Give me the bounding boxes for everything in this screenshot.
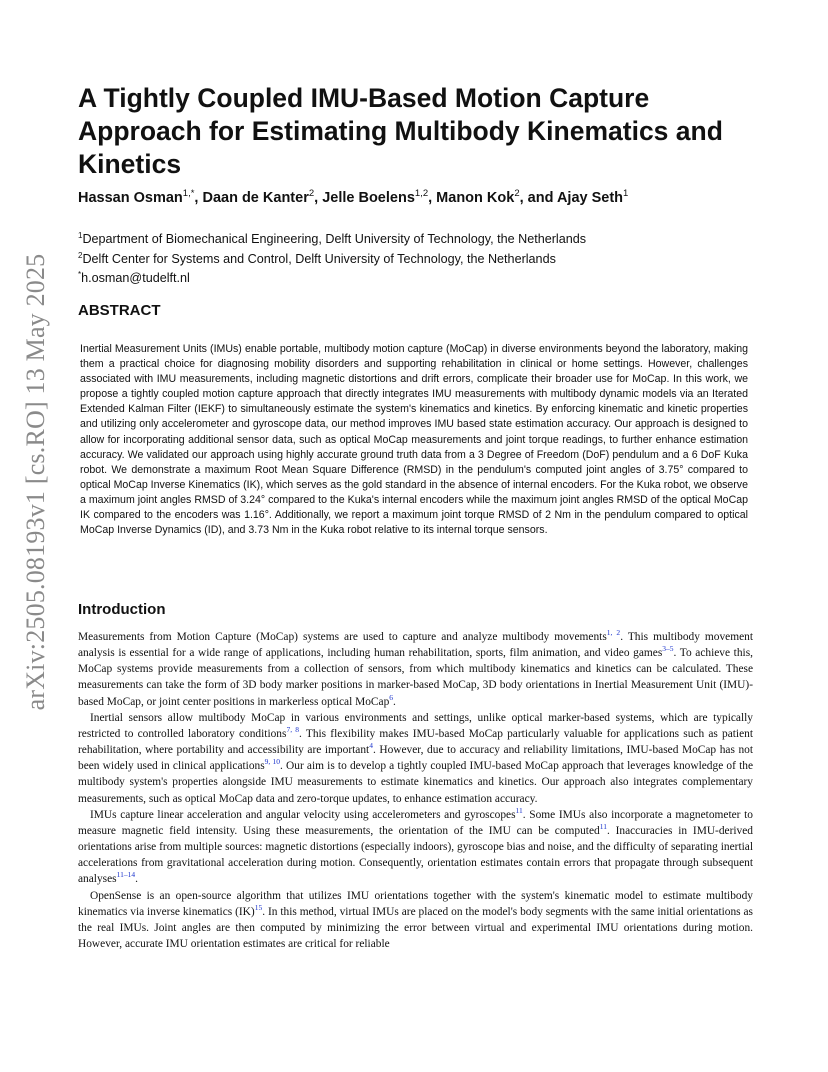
- affiliation-list: [78, 228, 778, 287]
- citation-link[interactable]: 6: [389, 692, 394, 702]
- author-affiliation-mark: 1: [623, 188, 629, 199]
- author-name: Jelle Boelens: [322, 189, 415, 206]
- paragraph-text: Measurements from Motion Capture (MoCap) systems are used to capture and analyze multibody movements: [78, 631, 607, 643]
- paragraph-text: . In this method, virtual IMUs are placed on the model's body segments with the same initial orientations as the real IMUs. Joint angles are then computed by minimizing the error between virtual and experimental IMU orientations during motion. However, accurate IMU orientation estimates are critical for reliable: [78, 905, 753, 950]
- paragraph-text: . This flexibility makes IMU-based MoCap particularly valuable for applications such as patient rehabilitation, where portability and accessibility are important: [78, 727, 754, 757]
- citation-link[interactable]: 9, 10: [264, 757, 280, 767]
- author-affiliation-mark: 2: [308, 188, 315, 199]
- abstract-heading: ABSTRACT: [78, 302, 161, 319]
- author-separator: ,: [428, 189, 437, 206]
- citation-link[interactable]: 11: [515, 805, 523, 815]
- arxiv-identifier-stamp: [0, 0, 60, 1072]
- introduction-paragraph: [78, 629, 753, 710]
- paragraph-text: .: [135, 873, 138, 886]
- affiliation-mark: 2: [78, 250, 83, 260]
- author-list: [78, 188, 778, 206]
- citation-link[interactable]: 3–5: [662, 644, 674, 654]
- paragraph-text: IMUs capture linear acceleration and angular velocity using accelerometers and gyroscopes: [90, 808, 516, 821]
- introduction-body: [78, 629, 753, 952]
- abstract-text: Inertial Measurement Units (IMUs) enable portable, multibody motion capture (MoCap) in diverse environments beyond the laboratory, making them a practical choice for diagnosing mobility disorders and supporting rehabilitation in clinical or home settings. However, challenges associated with IMU measurements, including magnetic distortions and drift errors, complicate their broader use for MoCap. In this work, we propose a tightly coupled motion capture approach that directly integrates IMU measurements with multibody dynamic models via an Iterated Extended Kalman Filter (IEKF) to simultaneously estimate the system's kinematics and kinetics. By enforcing kinematic and kinetic properties and utilizing only accelerometer and gyroscope data, our method improves IMU based state estimation accuracy. Our approach is designed to allow for incorporating additional sensor data, such as optical MoCap measurements and joint torque readings, to further enhance estimation accuracy. We validated our approach using highly accurate ground truth data from a 3 Degree of Freedom (DoF) pendulum and a 6 DoF Kuka robot. We demonstrate a maximum Root Mean Square Difference (RMSD) in the pendulum's computed joint angles of 3.75° compared to optical MoCap Inverse Kinematics (IK), which serves as the gold standard in the absence of internal encoders. For the Kuka robot, we observe a maximum joint angles RMSD of 3.24° compared to the Kuka's internal encoders while the maximum joint angles RMSD of the optical MoCap IK compared to the encoders was 1.16°. Additionally, we report a maximum joint torque RMSD of 2 Nm in the pendulum compared to optical MoCap Inverse Dynamics (ID), and 3.73 Nm in the Kuka robot relative to its internal torque sensors.: [80, 343, 748, 537]
- paragraph-text: . Inaccuracies in IMU-derived orientations arise from multiple sources: magnetic distortions (especially indoors), gyroscope bias and noise, and the difficulty of separating inertial accelerations from gravitational acceleration during motion. Consequently, orientation estimates contain errors that propagate through subsequent analyses: [78, 824, 753, 886]
- affiliation-mark: 1: [78, 231, 83, 240]
- paragraph-text: OpenSense is an open-source algorithm that utilizes IMU orientations together with the system's kinematic model to estimate multibody kinematics via inverse kinematics (IK): [78, 889, 753, 918]
- affiliation-mark: *: [78, 270, 82, 280]
- affiliation-line: [78, 228, 778, 248]
- corresponding-email-line: [78, 267, 778, 287]
- corresponding-email: h.osman@tudelft.nl: [81, 271, 190, 286]
- author-affiliation-mark: 1,2: [414, 188, 429, 199]
- author-separator: ,: [314, 189, 323, 206]
- author-affiliation-mark: 1,*: [182, 188, 195, 199]
- citation-link[interactable]: 11–14: [116, 870, 136, 880]
- arxiv-identifier-text: arXiv:2505.08193v1 [cs.RO] 13 May 2025: [21, 253, 50, 711]
- citation-link[interactable]: 11: [599, 822, 607, 832]
- paragraph-text: .: [393, 695, 396, 708]
- paragraph-text: . This multibody movement analysis is essential for a wide range of applications, including human rehabilitation, sports, film animation, and video games: [78, 631, 754, 660]
- introduction-heading: Introduction: [78, 601, 166, 618]
- citation-link[interactable]: 15: [254, 902, 263, 912]
- author-separator: , and: [519, 189, 557, 206]
- paragraph-text: . To achieve this, MoCap systems provide measurements from a collection of sensors, from which multibody kinematics and kinetics can be calculated. These measurements can take the form of 3D body marker positions in marker-based MoCap, 3D body orientations in Inertial Measurement Unit (IMU)-based MoCap, or joint center positions in markerless optical MoCap: [78, 647, 753, 708]
- citation-link[interactable]: 4: [369, 741, 373, 751]
- affiliation-line: [78, 248, 778, 268]
- author-separator: ,: [194, 189, 203, 206]
- affiliation-text: Department of Biomechanical Engineering, Delft University of Technology, the Netherlands: [82, 232, 587, 247]
- paragraph-text: . However, due to accuracy and reliability limitations, IMU-based MoCap has not been widely used in clinical applications: [78, 744, 753, 773]
- introduction-paragraph: [78, 807, 753, 888]
- introduction-paragraph: [78, 710, 753, 807]
- paragraph-text: . Our aim is to develop a tightly coupled IMU-based MoCap approach that leverages knowledge of the multibody system's properties alongside IMU measurements to estimate kinematics and kinetics. Our approach also integrates complementary measurements, such as optical MoCap data and zero-torque updates, to enhance estimation accuracy.: [78, 760, 754, 805]
- author-name: Manon Kok: [436, 189, 515, 206]
- author-name: Hassan Osman: [78, 189, 183, 206]
- introduction-paragraph: [78, 888, 753, 953]
- author-affiliation-mark: 2: [514, 188, 520, 199]
- author-name: Daan de Kanter: [202, 189, 309, 206]
- citation-link[interactable]: 1, 2: [606, 628, 621, 638]
- paper-title: A Tightly Coupled IMU-Based Motion Capture Approach for Estimating Multibody Kinematics and Kinetics: [78, 83, 723, 179]
- citation-link[interactable]: 7, 8: [286, 725, 300, 735]
- affiliation-text: Delft Center for Systems and Control, Delft University of Technology, the Netherlands: [82, 251, 556, 266]
- paragraph-text: . Some IMUs also incorporate a magnetometer to measure magnetic field intensity. Using these measurements, the orientation of the IMU can be computed: [78, 808, 753, 837]
- author-name: Ajay Seth: [556, 189, 624, 206]
- paragraph-text: Inertial sensors allow multibody MoCap in various environments and settings, unlike optical marker-based systems, which are typically restricted to controlled laboratory conditions: [78, 711, 753, 740]
